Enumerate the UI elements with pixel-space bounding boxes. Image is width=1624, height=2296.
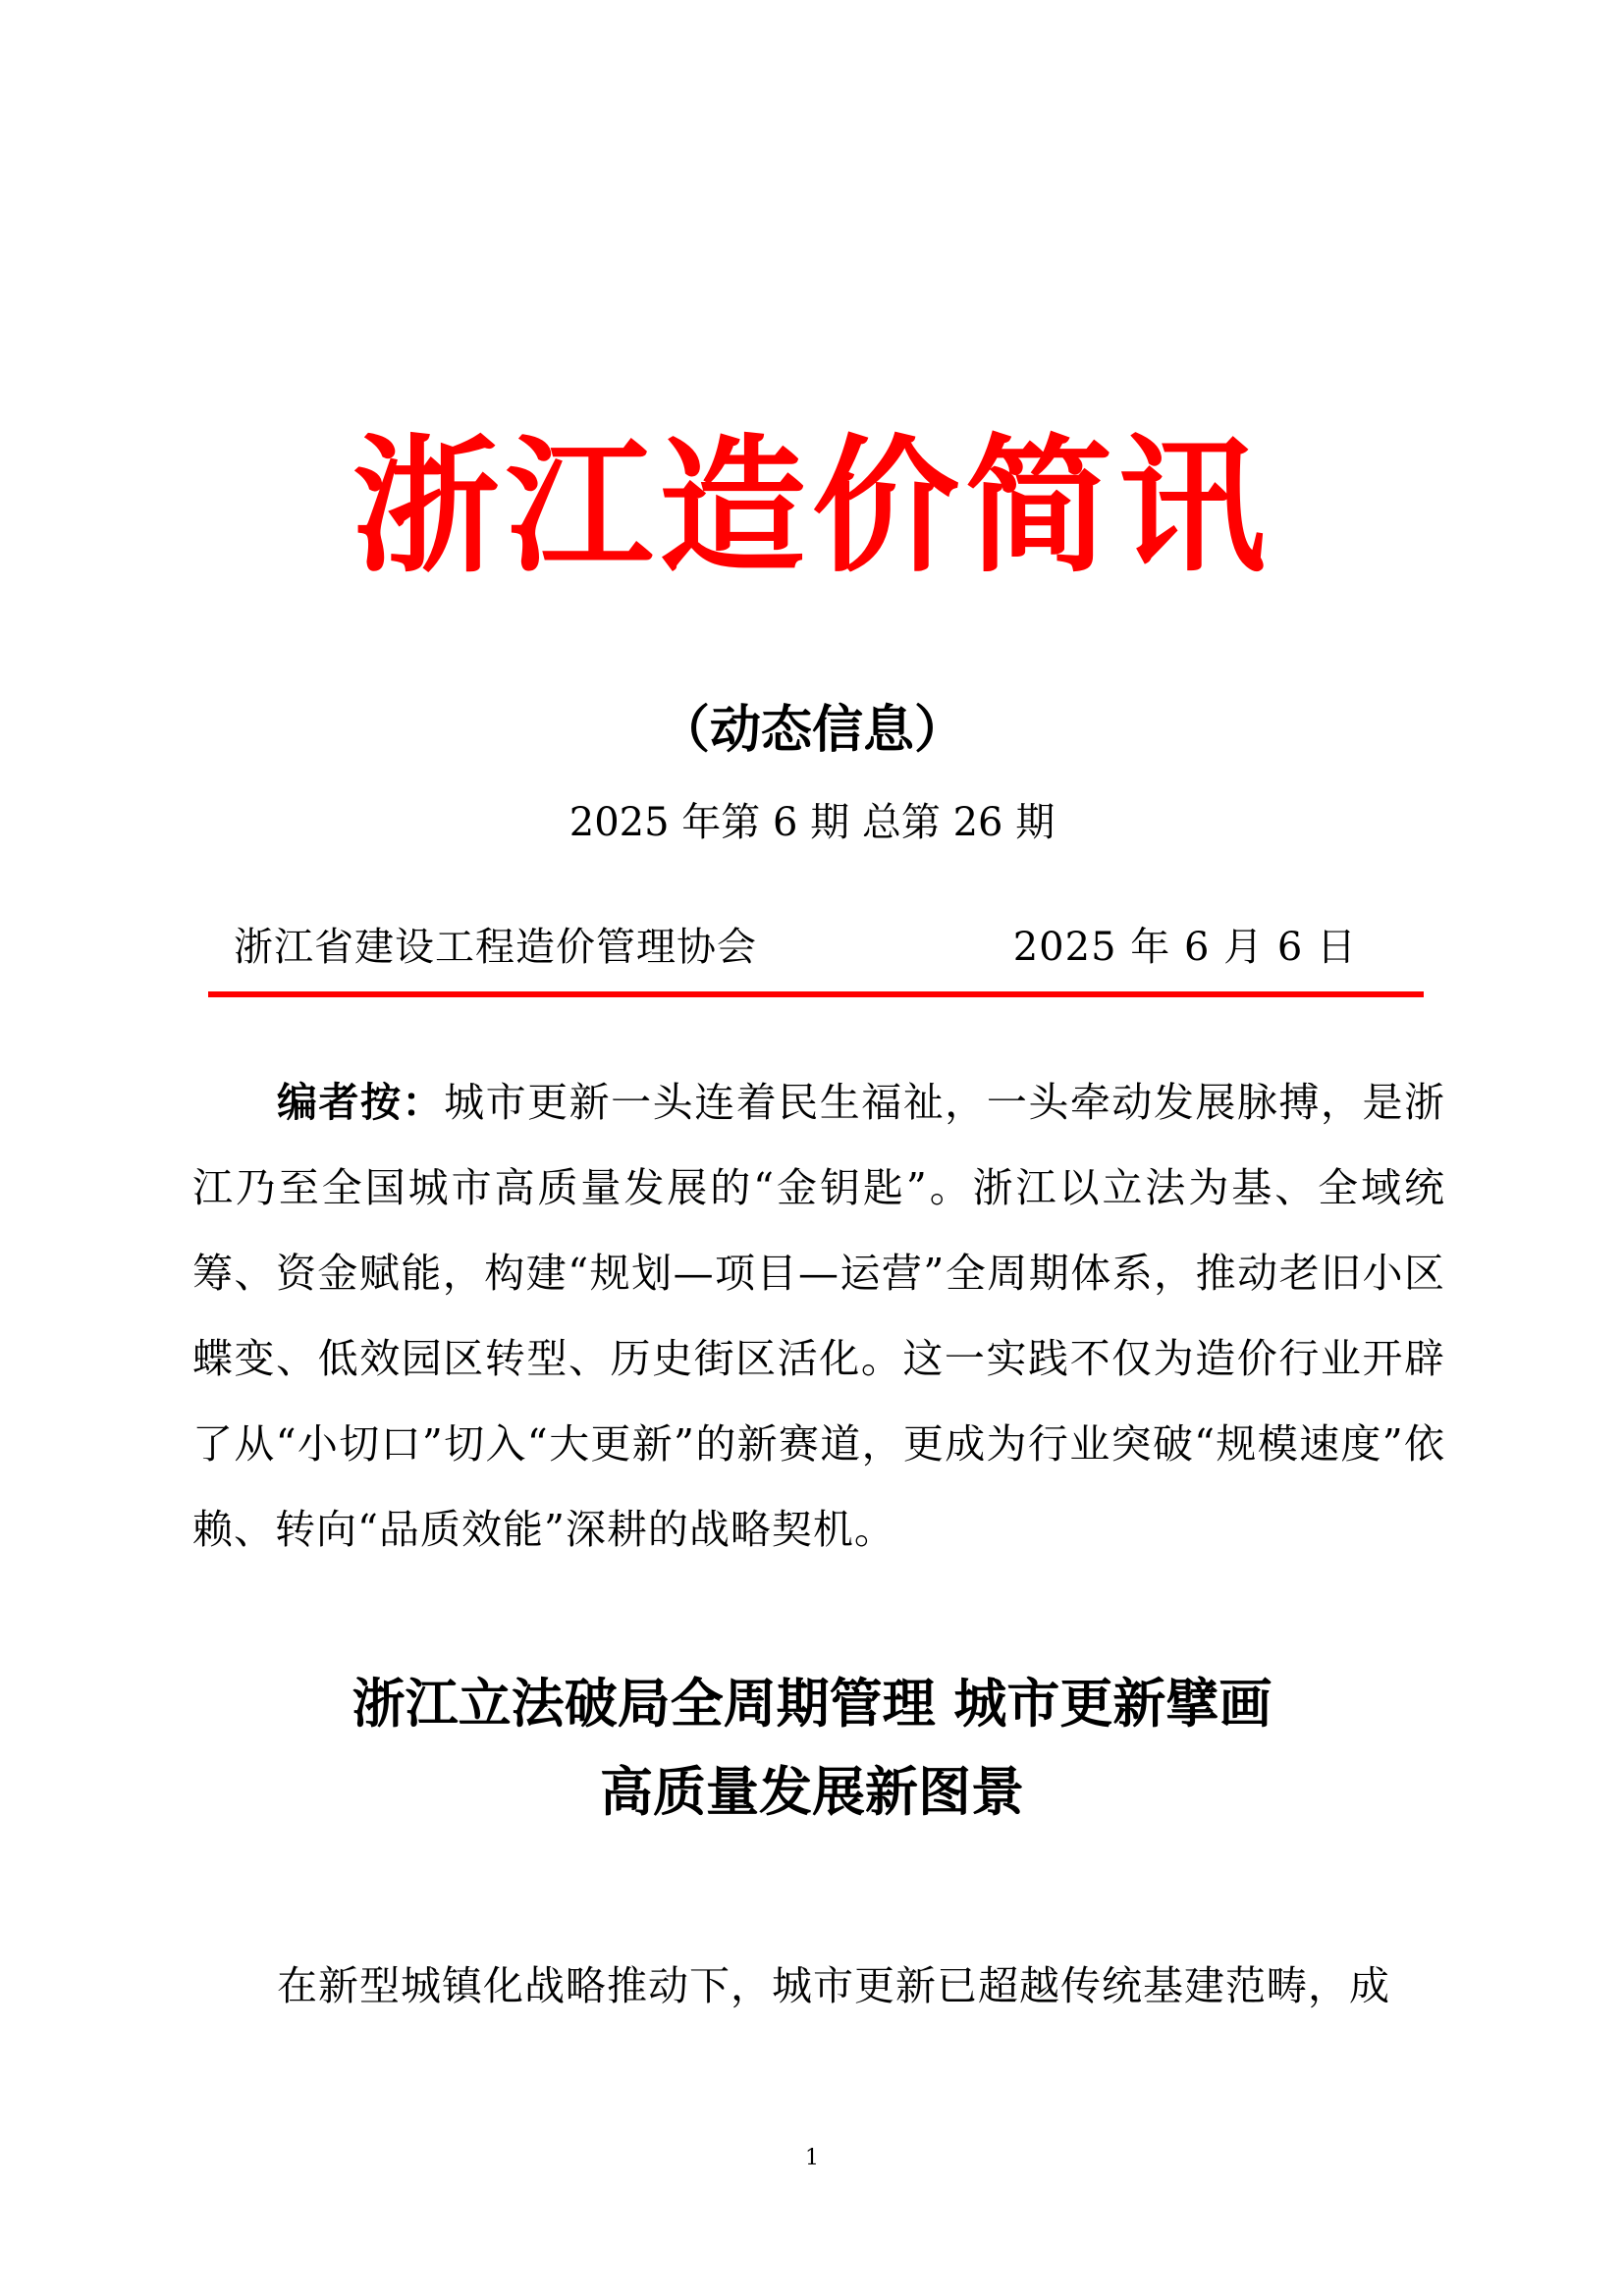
page-number: 1 — [805, 2146, 819, 2170]
issue-number: 2025 年第 6 期 总第 26 期 — [568, 800, 1056, 845]
article-title — [0, 1659, 1624, 1836]
article-title-line-2: 高质量发展新图景 — [600, 1760, 1024, 1823]
subtitle: （动态信息） — [658, 700, 965, 760]
masthead-title: 浙江造价简讯 — [352, 422, 1272, 593]
article-first-paragraph: 在新型城镇化战略推动下，城市更新已超越传统基建范畴，成 — [277, 1962, 1390, 2009]
red-divider-line — [208, 991, 1424, 997]
editor-note-label: 编者按： — [277, 1079, 445, 1126]
publish-date: 2025 年 6 月 6 日 — [1012, 925, 1357, 970]
article-title-line-1: 浙江立法破局全周期管理 城市更新擘画 — [352, 1672, 1272, 1735]
editor-note — [192, 1060, 1445, 1573]
editor-note-text: 城市更新一头连着民生福祉，一头牵动发展脉搏，是浙江乃至全国城市高质量发展的“金钥匙”。浙江以立法为基、全域统筹、资金赋能，构建“规划—项目—运营”全周期体系，推动老旧小区蝶变、低效园区转型、历史街区活化。这一实践不仅为造价行业开辟了从“小切口”切入“大更新”的新赛道，更成为行业突破“规模速度”依赖、转向“品质效能”深耕的战略契机。 — [192, 1079, 1446, 1553]
publisher-name: 浙江省建设工程造价管理协会 — [234, 925, 757, 970]
